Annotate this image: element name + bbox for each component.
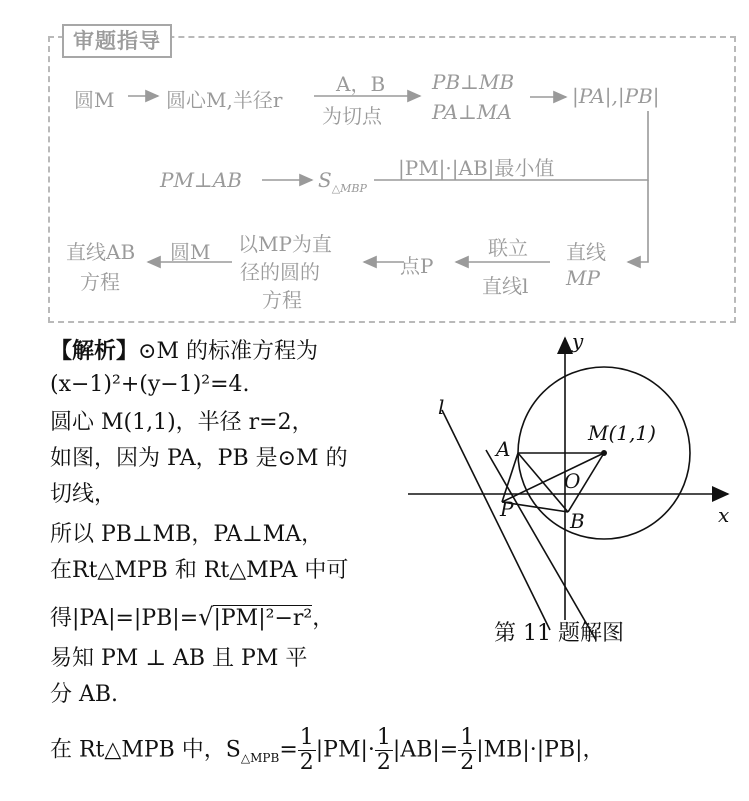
solution-line-1: 【解析】⊙M 的标准方程为 xyxy=(50,338,318,364)
label-b: B xyxy=(570,509,585,533)
guide-node-line-mp-2: MP xyxy=(566,266,600,290)
solution-line-7: 在Rt△MPB 和 Rt△MPA 中可 xyxy=(50,558,349,583)
guide-node-lengths: |PA|,|PB| xyxy=(572,84,660,108)
guide-node-ab-bottom: 为切点 xyxy=(322,104,382,128)
guide-node-join-1: 联立 xyxy=(488,236,528,260)
guide-node-line-mp-1: 直线 xyxy=(566,240,606,264)
label-x: x xyxy=(718,503,730,527)
label-l: l xyxy=(438,395,445,419)
point-m xyxy=(601,450,607,456)
guide-node-ab-top: A，B xyxy=(336,72,386,96)
solution-line-3: 圆心 M(1,1)，半径 r=2， xyxy=(50,410,314,435)
guide-node-mp-circle-2: 径的圆的 xyxy=(240,260,320,284)
guide-node-perp2: PA⊥MA xyxy=(432,100,512,124)
label-m: M(1,1) xyxy=(588,421,656,445)
guide-node-line-ab-2: 方程 xyxy=(80,270,120,294)
guide-title: 审题指导 xyxy=(62,24,172,58)
guide-node-circle2: 圆M xyxy=(170,240,211,264)
connector-down-line-mp xyxy=(628,180,648,262)
solution-line-5: 切线， xyxy=(50,482,117,507)
solution-line-6: 所以 PB⊥MB，PA⊥MA， xyxy=(50,522,324,547)
geometry-figure xyxy=(400,330,749,660)
solution-line-10: 分 AB. xyxy=(50,682,119,707)
guide-node-point-p: 点P xyxy=(400,254,434,278)
solution-line-9: 易知 PM ⊥ AB 且 PM 平 xyxy=(50,646,308,671)
fraction-half-1: $\frac{1}{2}$ xyxy=(299,725,314,775)
guide-node-circle: 圆M xyxy=(74,88,115,112)
segment-ab xyxy=(518,453,568,512)
guide-node-pm-ab: PM⊥AB xyxy=(160,168,242,192)
label-a: A xyxy=(496,437,511,461)
guide-node-line-ab-1: 直线AB xyxy=(66,240,136,264)
fraction-half-3: $\frac{1}{2}$ xyxy=(460,725,475,775)
guide-node-mp-circle-3: 方程 xyxy=(262,288,302,312)
guide-node-center: 圆心M,半径r xyxy=(166,88,283,112)
label-p: P xyxy=(500,497,514,521)
guide-node-area: $S_{\triangle MBP}$ xyxy=(318,168,367,195)
guide-node-perp1: PB⊥MB xyxy=(432,70,515,94)
label-y: y xyxy=(572,330,584,353)
figure-caption: 第 11 题解图 xyxy=(494,621,624,646)
solution-area-formula: 在 Rt△MPB 中，$S_{\triangle MPB}=$ $\frac{1}{2}$ |PM|· $\frac{1}{2}$ |AB|= $\frac{1}{2}$ |MB|·|PB|， xyxy=(50,725,605,775)
solution-line-4: 如图，因为 PA，PB 是⊙M 的 xyxy=(50,446,348,471)
fraction-half-2: $\frac{1}{2}$ xyxy=(376,725,391,775)
guide-node-mp-circle-1: 以MP为直 xyxy=(238,232,332,256)
label-o: O xyxy=(564,469,581,493)
guide-node-min: |PM|·|AB|最小值 xyxy=(398,156,555,180)
solution-line-8: 得|PA|=|PB|=√|PM|²−r²， xyxy=(50,603,335,631)
guide-node-join-2: 直线l xyxy=(482,274,529,298)
solution-line-2: (x−1)²+(y−1)²=4. xyxy=(50,372,250,397)
